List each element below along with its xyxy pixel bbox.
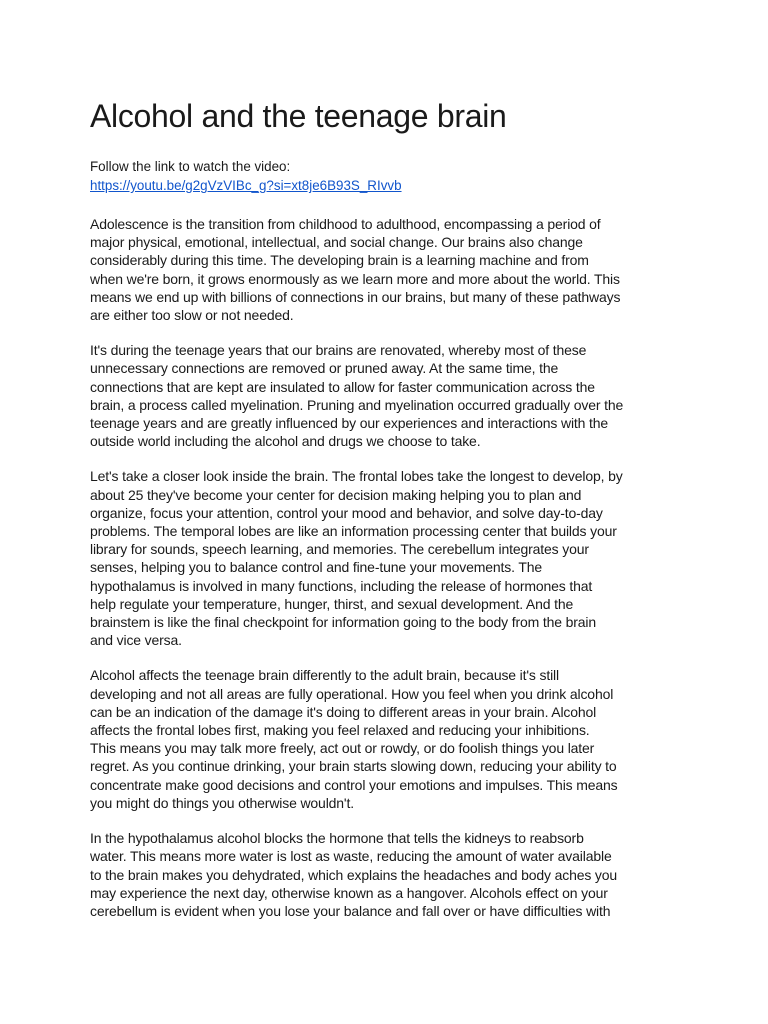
paragraph-line: are either too slow or not needed.: [90, 307, 294, 324]
paragraph-line: outside world including the alcohol and drugs we choose to take.: [90, 433, 481, 450]
paragraph-line: affects the frontal lobes first, making you feel relaxed and reducing your inhibitions.: [90, 722, 590, 739]
paragraph-line: regret. As you continue drinking, your brain starts slowing down, reducing your ability to: [90, 758, 617, 775]
paragraph-line: connections that are kept are insulated to allow for faster communication across the: [90, 378, 595, 395]
paragraph-line: when we're born, it grows enormously as we learn more and more about the world. This: [90, 270, 620, 287]
paragraph-line: about 25 they've become your center for decision making helping you to plan and: [90, 486, 582, 503]
paragraph: [90, 215, 678, 324]
document-body: [90, 215, 678, 920]
paragraph-line: help regulate your temperature, hunger, thirst, and sexual development. And the: [90, 595, 574, 612]
paragraph-line: can be an indication of the damage it's doing to different areas in your brain. Alcohol: [90, 703, 597, 720]
paragraph-line: developing and not all areas are fully operational. How you feel when you drink alcohol: [90, 685, 614, 702]
video-link[interactable]: https://youtu.be/g2gVzVIBc_g?si=xt8je6B93S_RIvvb: [90, 178, 402, 193]
paragraph-line: unnecessary connections are removed or pruned away. At the same time, the: [90, 360, 559, 377]
paragraph-line: concentrate make good decisions and control your emotions and impulses. This means: [90, 776, 618, 793]
document-title: Alcohol and the teenage brain: [90, 98, 507, 134]
paragraph-line: Let's take a closer look inside the brain. The frontal lobes take the longest to develop, by: [90, 468, 623, 485]
paragraph-line: library for sounds, speech learning, and memories. The cerebellum integrates your: [90, 541, 589, 558]
paragraph-line: to the brain makes you dehydrated, which explains the headaches and body aches you: [90, 866, 618, 883]
paragraph-line: This means you may talk more freely, act out or rowdy, or do foolish things you later: [90, 740, 595, 757]
paragraph-line: Alcohol affects the teenage brain differently to the adult brain, because it's still: [90, 667, 559, 684]
paragraph-line: hypothalamus is involved in many functions, including the release of hormones that: [90, 577, 593, 594]
paragraph-line: means we end up with billions of connections in our brains, but many of these pathways: [90, 288, 621, 305]
paragraph-line: considerably during this time. The developing brain is a learning machine and from: [90, 252, 589, 269]
paragraph-line: organize, focus your attention, control your mood and behavior, and solve day-to-day: [90, 504, 603, 521]
paragraph-line: Adolescence is the transition from childhood to adulthood, encompassing a period of: [90, 216, 601, 232]
paragraph-line: It's during the teenage years that our brains are renovated, whereby most of these: [90, 342, 587, 359]
paragraph-line: you might do things you otherwise wouldn't.: [90, 794, 354, 811]
paragraph: [90, 341, 678, 450]
paragraph-line: may experience the next day, otherwise known as a hangover. Alcohols effect on your: [90, 884, 608, 901]
intro-text: Follow the link to watch the video:: [90, 159, 291, 174]
paragraph-line: senses, helping you to balance control and fine-tune your movements. The: [90, 559, 543, 576]
paragraph: [90, 666, 678, 812]
paragraph-line: and vice versa.: [90, 632, 182, 649]
paragraph-line: water. This means more water is lost as waste, reducing the amount of water available: [90, 848, 612, 865]
paragraph-line: cerebellum is evident when you lose your balance and fall over or have difficulties with: [90, 902, 611, 919]
paragraph-line: teenage years and are greatly influenced by our experiences and interactions with the: [90, 415, 609, 432]
paragraph-line: major physical, emotional, intellectual, and social change. Our brains also change: [90, 234, 583, 251]
paragraph-line: brainstem is like the final checkpoint for information going to the body from the brain: [90, 614, 597, 631]
paragraph-line: brain, a process called myelination. Pruning and myelination occurred gradually over the: [90, 396, 624, 413]
paragraph: [90, 829, 678, 920]
video-intro: [90, 157, 678, 195]
paragraph-line: problems. The temporal lobes are like an information processing center that builds your: [90, 523, 617, 540]
paragraph-line: In the hypothalamus alcohol blocks the hormone that tells the kidneys to reabsorb: [90, 830, 584, 847]
paragraph: [90, 467, 678, 649]
